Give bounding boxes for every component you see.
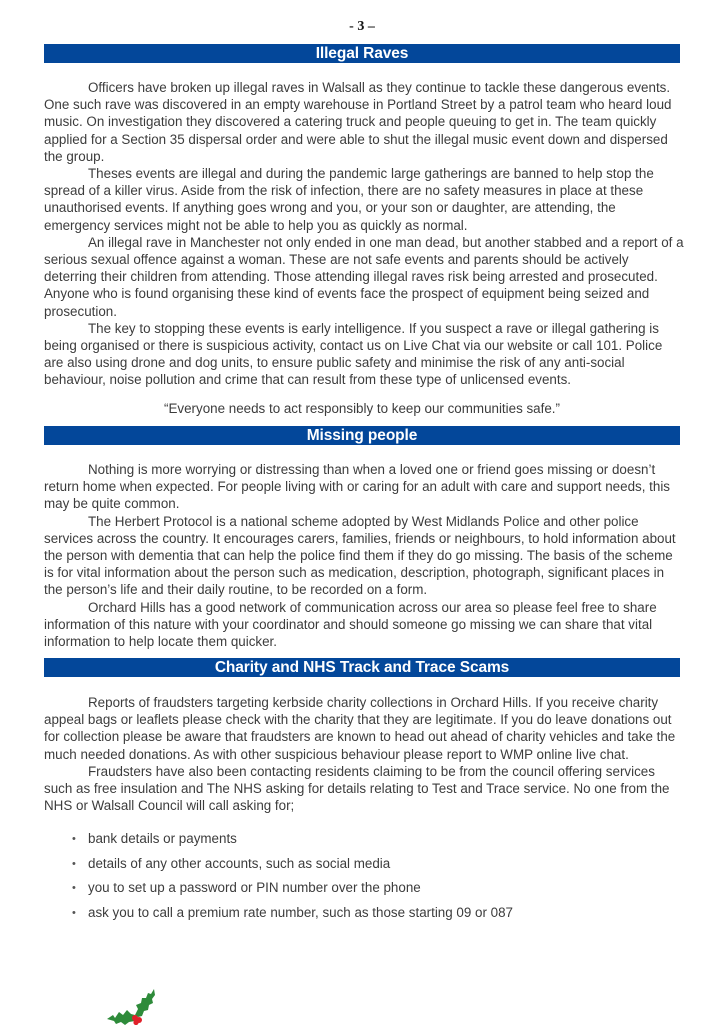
paragraph: The Herbert Protocol is a national scheme adopted by West Midlands Police and other police services across the country. It encourages carers, families, friends or neighbours, to hold information about the person with dementia that can help the police find them if they do go missing. The basis of the scheme is for vital information about the person such as medication, description, photograph, significant places in the person’s life and their daily routine, to be recorded on a form. (44, 513, 676, 598)
bullet-icon: • (72, 882, 76, 894)
paragraph: Theses events are illegal and during the pandemic large gatherings are banned to help stop the spread of a killer virus. Aside from the risk of infection, there are no safety measures in place at these unauthorised events. If anything goes wrong and you, or your son or daughter, are attending, the emergency services might not be able to help you as quickly as normal. (44, 166, 654, 233)
paragraph: Reports of fraudsters targeting kerbside charity collections in Orchard Hills. If you receive charity appeal bags or leaflets please check with the charity that they are legitimate. If you do leave donations out for collection please be aware that fraudsters are known to head out ahead of charity vehicles and take the much needed donations. As with other suspicious behaviour please report to WMP online live chat. (44, 695, 676, 762)
section-body-illegal-raves (44, 79, 684, 389)
paragraph: Orchard Hills has a good network of communication across our area so please feel free to share information of this nature with your coordinator and should someone go missing we can share that vital information to help locate them quicker. (44, 599, 657, 650)
list-item: • details of any other accounts, such as social media (72, 855, 391, 871)
bullet-icon: • (72, 857, 76, 870)
paragraph: The key to stopping these events is early intelligence. If you suspect a rave or illegal gathering is being organised or there is suspicious activity, contact us on Live Chat via our website or call 101. Police are also using drone and dog units, to ensure public safety and minimise the risk of any anti-social behaviour, noise pollution and crime that can result from these type of unlicensed events. (44, 320, 663, 388)
pull-quote: “Everyone needs to act responsibly to keep our communities safe.” (164, 401, 560, 416)
page-number: - 3 – (349, 19, 375, 34)
warning-list (44, 831, 684, 929)
list-item: • ask you to call a premium rate number, such as those starting 09 or 087 (72, 904, 514, 920)
paragraph: Fraudsters have also been contacting residents claiming to be from the council offering services such as free insulation and The NHS asking for details relating to Test and Trace service. No one from the NHS or Walsall Council will call asking for; (44, 763, 670, 814)
section-body-charity-scams (44, 694, 684, 814)
section-body-missing-people (44, 461, 684, 650)
section-header-charity-scams: Charity and NHS Track and Trace Scams (44, 658, 680, 677)
section-header-illegal-raves: Illegal Raves (44, 44, 680, 63)
paragraph: Officers have broken up illegal raves in Walsall as they continue to tackle these dangerous events. One such rave was discovered in an empty warehouse in Portland Street by a patrol team who heard loud music. On investigation they discovered a catering truck and people queuing to get in. The team quickly applied for a Section 35 dispersal order and were able to shut the illegal music event down and dispersed the group. (44, 80, 672, 164)
section-header-missing-people: Missing people (44, 426, 680, 445)
holly-icon (105, 985, 165, 1025)
paragraph: An illegal rave in Manchester not only ended in one man dead, but another stabbed and a report of a serious sexual offence against a woman. These are not safe events and parents should be actively deterring their children from attending. Those attending illegal raves risk being arrested and prosecuted. Anyone who is found organising these kind of events face the prospect of equipment being seized and prosecution. (44, 234, 684, 319)
bullet-icon: • (72, 906, 76, 919)
paragraph: Nothing is more worrying or distressing than when a loved one or friend goes missing or doesn’t return home when expected. For people living with or caring for an adult with care and support needs, this may be quite common. (44, 462, 670, 512)
list-item: • you to set up a password or PIN number over the phone (72, 880, 421, 895)
list-item: • bank details or payments (72, 831, 237, 846)
bullet-icon: • (72, 833, 76, 845)
